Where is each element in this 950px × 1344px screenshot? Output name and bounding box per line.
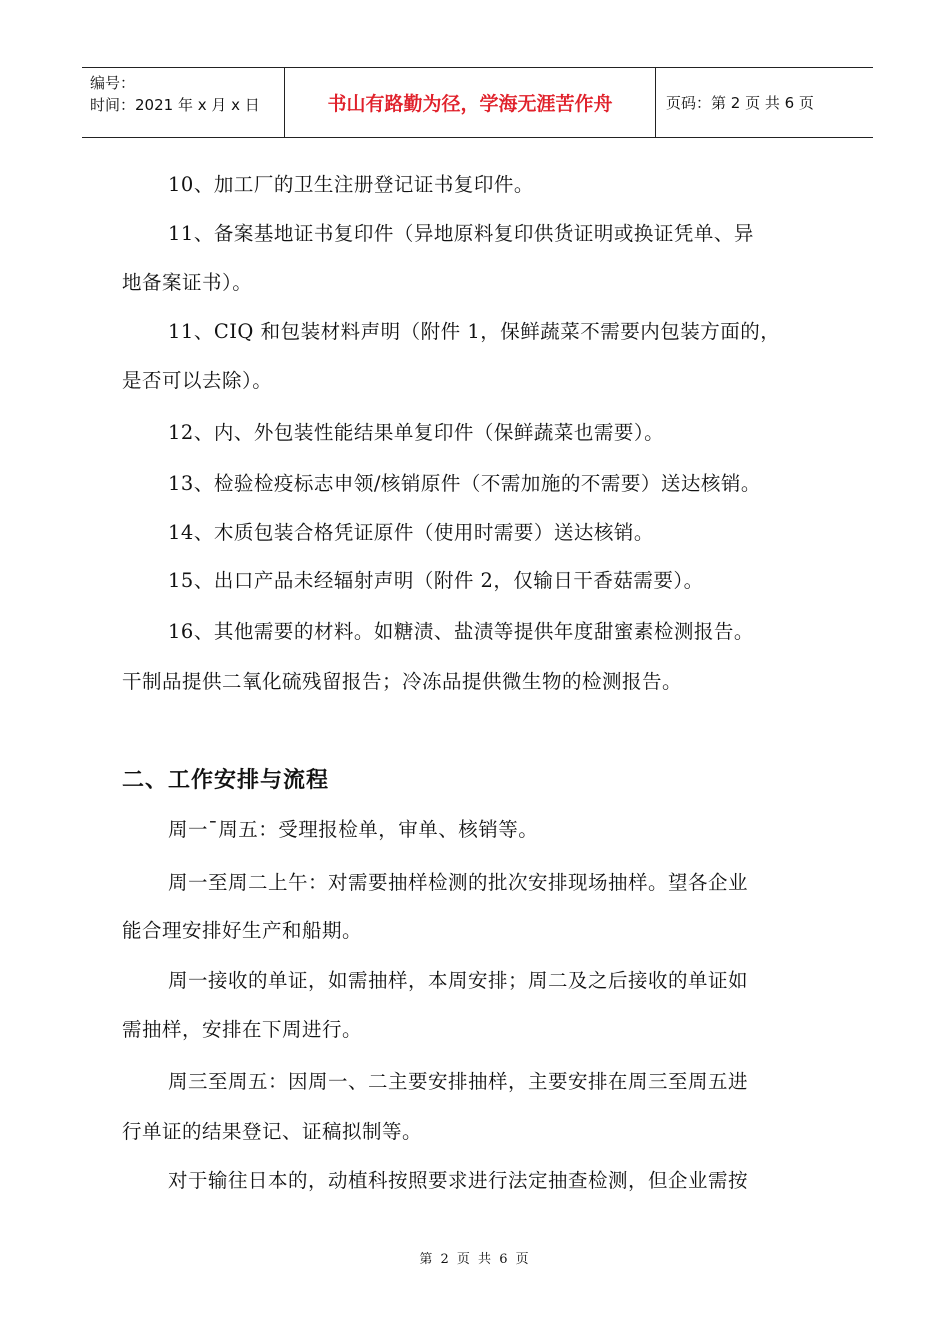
- list-item: 11、备案基地证书复印件（异地原料复印供货证明或换证凭单、异: [168, 222, 754, 245]
- header-motto: 书山有路勤为径，学海无涯苦作舟: [285, 68, 656, 137]
- list-item: 16、其他需要的材料。如糖渍、盐渍等提供年度甜蜜素检测报告。: [168, 620, 754, 643]
- page-footer: 第 2 页 共 6 页: [419, 1252, 531, 1267]
- section-heading: 二、工作安排与流程: [122, 768, 330, 793]
- paragraph-line: 周一接收的单证，如需抽样，本周安排；周二及之后接收的单证如: [168, 969, 749, 992]
- list-item: 15、出口产品未经辐射声明（附件 2，仅输日干香菇需要）。: [168, 569, 704, 592]
- list-item: 12、内、外包装性能结果单复印件（保鲜蔬菜也需要）。: [168, 421, 665, 444]
- document-number-label: 编号：: [90, 74, 136, 92]
- paragraph-line: 能合理安排好生产和船期。: [122, 919, 363, 942]
- paragraph-line: 对于输往日本的，动植科按照要求进行法定抽查检测，但企业需按: [168, 1169, 749, 1192]
- header-page-info: 页码：第 2 页 共 6 页: [666, 94, 814, 112]
- header-meta: [82, 68, 285, 137]
- document-date: 时间：2021 年 x 月 x 日: [90, 96, 260, 114]
- paragraph-line: 行单证的结果登记、证稿拟制等。: [122, 1120, 423, 1143]
- list-item-continuation: 地备案证书）。: [122, 271, 253, 294]
- list-item-continuation: 干制品提供二氧化硫残留报告；冷冻品提供微生物的检测报告。: [122, 670, 683, 693]
- paragraph-line: 周一至周二上午：对需要抽样检测的批次安排现场抽样。望各企业: [168, 871, 749, 894]
- page-header: [82, 67, 873, 138]
- list-item-continuation: 是否可以去除）。: [122, 369, 273, 392]
- paragraph-line: 周三至周五：因周一、二主要安排抽样，主要安排在周三至周五进: [168, 1070, 749, 1093]
- list-item: 10、加工厂的卫生注册登记证书复印件。: [168, 173, 534, 196]
- list-item: 11、CIQ 和包装材料声明（附件 1，保鲜蔬菜不需要内包装方面的，: [168, 320, 781, 343]
- paragraph-line: 周一¯周五：受理报检单，审单、核销等。: [168, 818, 539, 841]
- paragraph-line: 需抽样，安排在下周进行。: [122, 1018, 363, 1041]
- list-item: 13、检验检疫标志申领/核销原件（不需加施的不需要）送达核销。: [168, 472, 761, 495]
- list-item: 14、木质包装合格凭证原件（使用时需要）送达核销。: [168, 521, 654, 544]
